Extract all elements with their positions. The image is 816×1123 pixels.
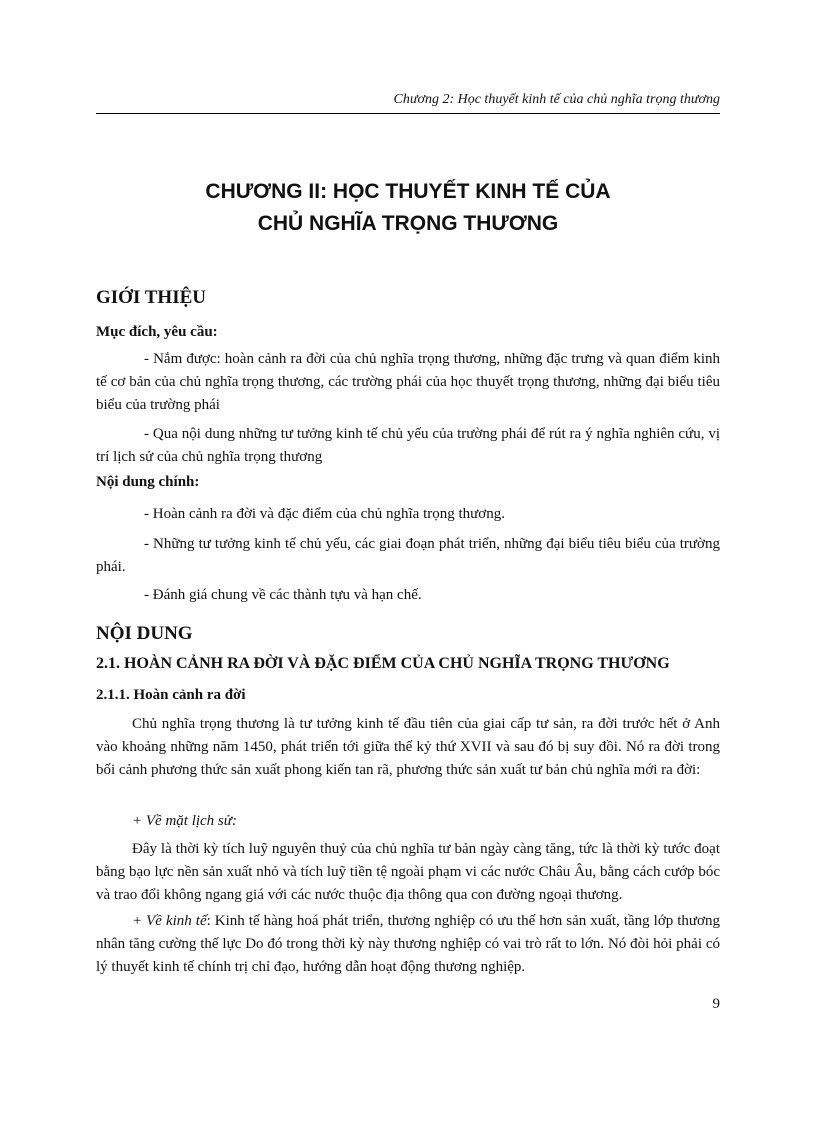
body-paragraph: Chủ nghĩa trọng thương là tư tưởng kinh tế đầu tiên của giai cấp tư sản, ra đời trước hết ở Anh vào khoảng những năm 1450, phát triển tới giữa thế kỷ thứ XVII và sau đó bị suy đồi. Nó ra đời trong bối cảnh phương thức sản xuất phong kiến tan rã, phương thức sản xuất tư bản chủ nghĩa mới ra đời: — [96, 716, 720, 778]
body-paragraph: Đây là thời kỳ tích luỹ nguyên thuỷ của chủ nghĩa tư bản ngày càng tăng, tức là thời kỳ tước đoạt bằng bạo lực nền sản xuất nhỏ và tích luỹ tiền tệ ngoài phạm vi các nước Châu Âu, bằng cách cướp bóc và trao đổi không ngang giá với các nước thuộc địa thông qua con đường ngoại thương. — [96, 841, 720, 903]
content-item: - Đánh giá chung về các thành tựu và hạn chế. — [144, 587, 422, 603]
running-header: Chương 2: Học thuyết kinh tế của chủ nghĩa trọng thương — [393, 92, 720, 107]
chapter-title — [96, 176, 720, 240]
purpose-item: - Qua nội dung những tư tưởng kinh tế chủ yếu của trường phái để rút ra ý nghĩa nghiên cứu, vị trí lịch sử của chủ nghĩa trọng thương — [96, 426, 720, 465]
section-title: 2.1. HOÀN CẢNH RA ĐỜI VÀ ĐẶC ĐIỂM CỦA CHỦ NGHĨA TRỌNG THƯƠNG — [96, 655, 670, 672]
chapter-title-line-1: CHƯƠNG II: HỌC THUYẾT KINH TẾ CỦA — [205, 180, 611, 203]
economy-text: : Kinh tế hàng hoá phát triển, thương nghiệp có ưu thế hơn sản xuất, tầng lớp thương nhân tăng cường thế lực Do đó trong thời kỳ này thương nghiệp có vai trò rất to lớn. Nó đòi hỏi phải có lý thuyết kinh tế chính trị chỉ đạo, hướng dẫn hoạt động thương nghiệp. — [96, 913, 720, 975]
economy-label: + Về kinh tế — [132, 913, 207, 929]
intro-heading: GIỚI THIỆU — [96, 287, 206, 308]
purpose-label: Mục đích, yêu cầu: — [96, 324, 218, 340]
body-paragraph — [96, 910, 720, 979]
history-label: + Về mặt lịch sử: — [132, 813, 237, 829]
content-heading: NỘI DUNG — [96, 623, 193, 644]
purpose-item: - Nắm được: hoàn cảnh ra đời của chủ nghĩa trọng thương, những đặc trưng và quan điểm kinh tế cơ bản của chủ nghĩa trọng thương, các trường phái của học thuyết trọng thương, những đại biểu tiêu biểu của trường phái — [96, 351, 720, 413]
page-number: 9 — [712, 996, 720, 1012]
content-item: - Những tư tưởng kinh tế chủ yếu, các giai đoạn phát triển, những đại biểu tiêu biểu của trường phái. — [96, 536, 720, 575]
subsection-title: 2.1.1. Hoàn cảnh ra đời — [96, 687, 246, 703]
content-item: - Hoàn cảnh ra đời và đặc điểm của chủ nghĩa trọng thương. — [144, 506, 505, 522]
header-divider — [96, 113, 720, 114]
content-label: Nội dung chính: — [96, 474, 200, 490]
chapter-title-line-2: CHỦ NGHĨA TRỌNG THƯƠNG — [257, 212, 559, 235]
